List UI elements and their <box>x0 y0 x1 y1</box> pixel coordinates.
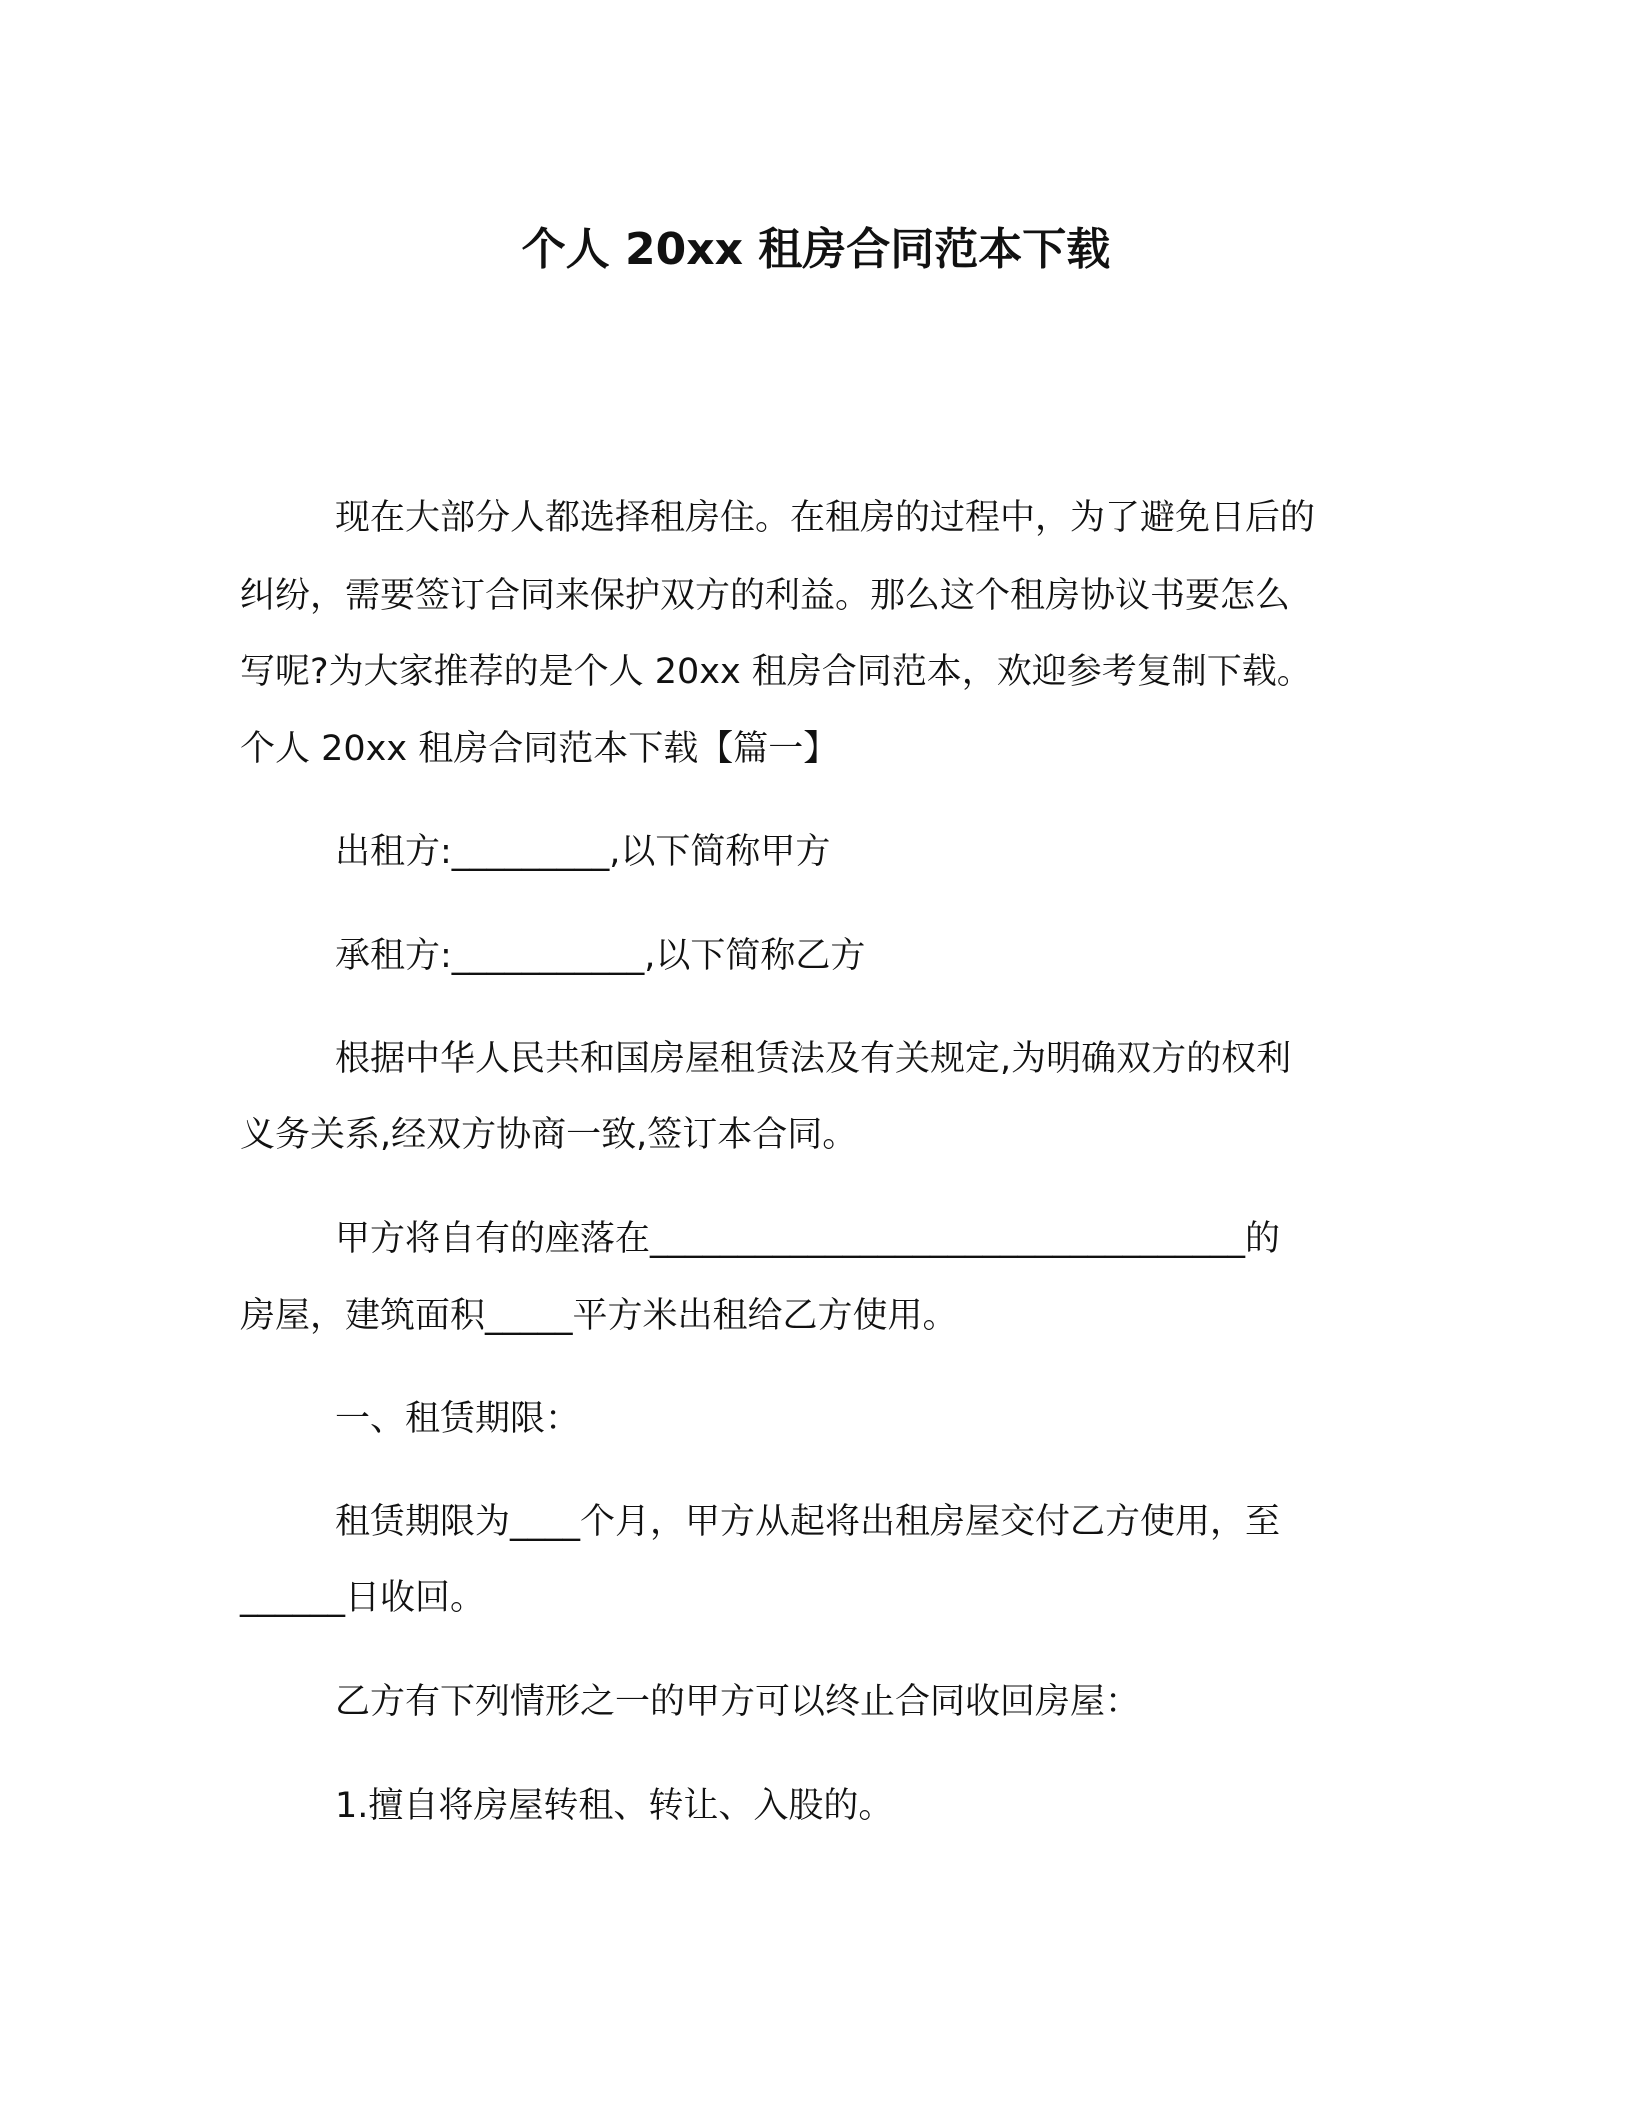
lessor-line: 出租方:_________,以下简称甲方 <box>335 832 831 872</box>
intro-line-2: 纠纷，需要签订合同来保护双方的利益。那么这个租房协议书要怎么 <box>240 576 1291 616</box>
termination-item-1: 1.擅自将房屋转租、转让、入股的。 <box>335 1786 894 1826</box>
basis-line-2: 义务关系,经双方协商一致,签订本合同。 <box>240 1115 858 1155</box>
lessee-line: 承租方:___________,以下简称乙方 <box>335 936 866 976</box>
termination-conditions-line: 乙方有下列情形之一的甲方可以终止合同收回房屋： <box>335 1682 1141 1722</box>
document-title: 个人 20xx 租房合同范本下载 <box>521 224 1111 275</box>
property-line-2: 房屋，建筑面积_____平方米出租给乙方使用。 <box>240 1296 958 1336</box>
section-heading-part-one: 个人 20xx 租房合同范本下载【篇一】 <box>240 729 839 769</box>
lease-term-line-1: 租赁期限为____个月，甲方从起将出租房屋交付乙方使用，至 <box>335 1502 1281 1542</box>
basis-line-1: 根据中华人民共和国房屋租赁法及有关规定,为明确双方的权利 <box>335 1039 1292 1079</box>
property-line-1: 甲方将自有的座落在__________________________________的 <box>335 1219 1281 1259</box>
clause-heading-lease-term: 一、租赁期限： <box>335 1399 581 1439</box>
intro-line-3: 写呢?为大家推荐的是个人 20xx 租房合同范本，欢迎参考复制下载。 <box>240 652 1312 692</box>
intro-line-1: 现在大部分人都选择租房住。在租房的过程中，为了避免日后的 <box>335 498 1316 538</box>
lease-term-line-2: ______日收回。 <box>240 1578 486 1618</box>
